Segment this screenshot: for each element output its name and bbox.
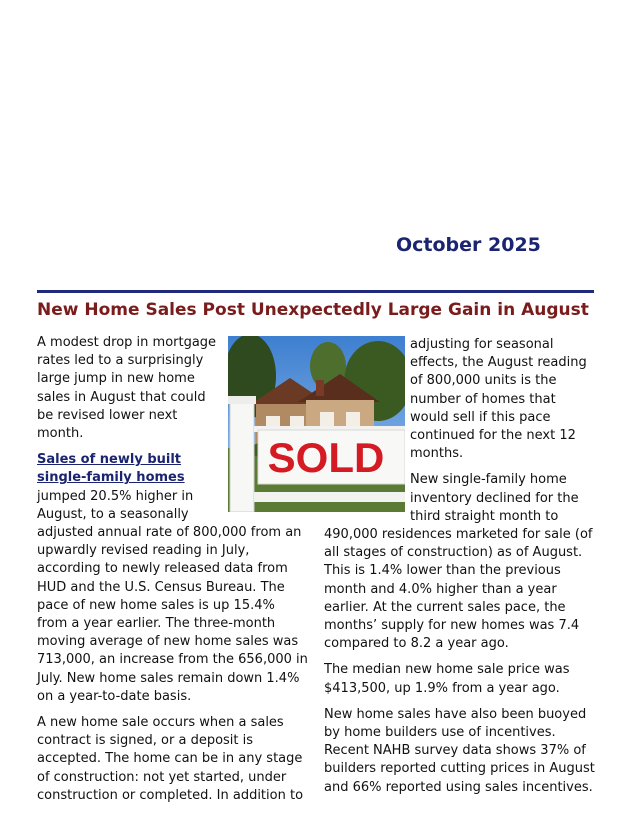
sold-sign-text: SOLD xyxy=(267,434,385,481)
sold-house-illustration xyxy=(228,336,405,512)
paragraph-definition: A new home sale occurs when a sales contract is signed, or a deposit is accepted. The home can be in any stage of construction: not yet started, under construction or completed. In addition to xyxy=(37,715,304,803)
header-divider xyxy=(37,290,594,293)
paragraph-sales-text: jumped 20.5% higher in August, to a seasonally adjusted annual rate of 800,000 from an upwardly revised reading in July, according to newly released data from HUD and the U.S. Census Bureau. The pace of new home sales is up 15.4% from a year earlier. The three-month moving average of new home sales was 713,000, an increase from the 656,000 in July. New home sales remain down 1.4% on a year-to-date basis. xyxy=(37,488,308,704)
paragraph-intro: A modest drop in mortgage rates led to a surprisingly large jump in new home sales in August that could be revised lower next month. xyxy=(37,335,217,442)
paragraph-inventory: New single-family home inventory declined for the third straight month to 490,000 residences marketed for sale (of all stages of construction) as of August. This is 1.4% lower than the previous month and 4.0% higher than a year earlier. At the current sales pace, the months’ supply for new homes was 7.4 compared to 8.2 a year ago. xyxy=(324,472,593,652)
sales-data-link[interactable]: Sales of newly built single-family homes xyxy=(37,452,185,486)
paragraph-median-price: The median new home sale price was $413,500, up 1.9% from a year ago. xyxy=(324,662,570,696)
paragraph-incentives: New home sales have also been buoyed by home builders use of incentives. Recent NAHB survey data shows 37% of builders reported cutting prices in August and 66% reported using sales incentives. xyxy=(324,706,595,795)
sold-house-photo xyxy=(228,336,405,512)
issue-date: October 2025 xyxy=(396,234,541,256)
article-headline: New Home Sales Post Unexpectedly Large Gain in August xyxy=(37,300,589,320)
paragraph-seasonal: adjusting for seasonal effects, the August reading of 800,000 units is the number of homes that would sell if this pace continued for the next 12 months. xyxy=(410,337,587,462)
